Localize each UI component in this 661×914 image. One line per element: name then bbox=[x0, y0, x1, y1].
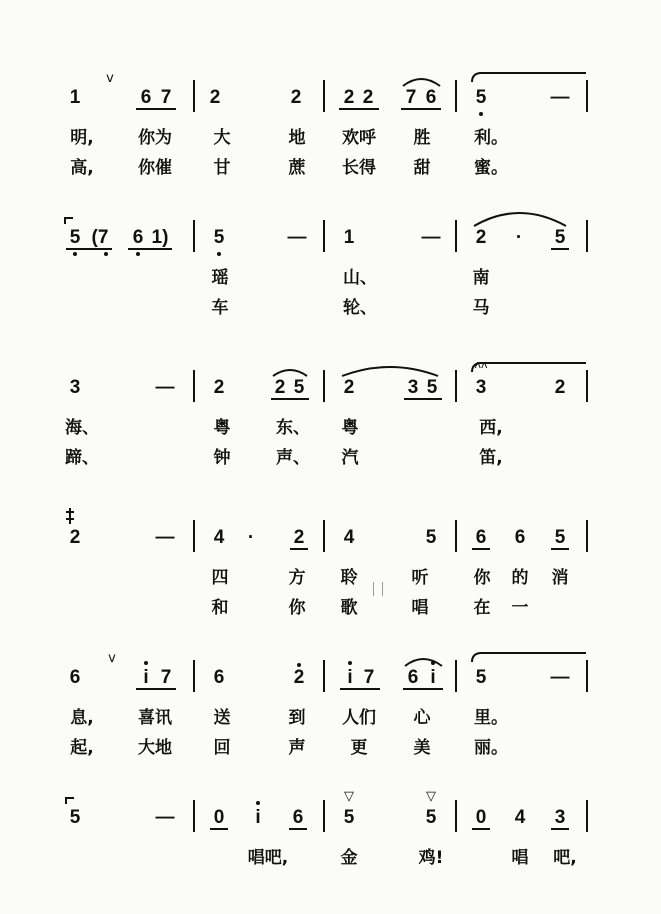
beam bbox=[551, 548, 569, 550]
lyric: 聆 bbox=[340, 568, 358, 588]
bar-line bbox=[193, 660, 195, 692]
note: 7 bbox=[363, 667, 375, 688]
lyric: 明, bbox=[70, 128, 94, 148]
lyric: 利。 bbox=[474, 128, 508, 148]
dot-marker: · bbox=[515, 227, 523, 248]
note: 6 bbox=[425, 87, 437, 108]
note: 2 bbox=[290, 87, 302, 108]
lyric: 唱 bbox=[511, 848, 529, 868]
dot-marker: · bbox=[247, 527, 255, 548]
lyric: 声 bbox=[288, 738, 306, 758]
lyric: 四 bbox=[211, 568, 229, 588]
note: 5 bbox=[425, 807, 437, 828]
lyric: 东、 bbox=[276, 418, 310, 438]
note: 2 bbox=[209, 87, 221, 108]
bar-line bbox=[586, 220, 588, 252]
bar-line bbox=[455, 520, 457, 552]
high-dot bbox=[144, 661, 148, 665]
bar-line bbox=[193, 800, 195, 832]
high-dot bbox=[297, 663, 301, 667]
note: 6 bbox=[132, 227, 144, 248]
breath-mark: v bbox=[106, 71, 114, 86]
lyric: 送 bbox=[213, 708, 231, 728]
lyric: 轮、 bbox=[343, 298, 377, 318]
bar-line bbox=[586, 520, 588, 552]
tie bbox=[472, 73, 586, 82]
lyric: 你为 bbox=[138, 128, 172, 148]
tie bbox=[472, 653, 586, 662]
note: 4 bbox=[213, 527, 225, 548]
beam bbox=[136, 108, 176, 110]
lyric: 汽 bbox=[341, 448, 359, 468]
note: i bbox=[255, 807, 261, 828]
note: 2 bbox=[343, 87, 355, 108]
bar-line bbox=[323, 800, 325, 832]
bar-line bbox=[193, 370, 195, 402]
lyric: 大 bbox=[213, 128, 231, 148]
bar-line bbox=[586, 800, 588, 832]
lyric: 你催 bbox=[138, 158, 172, 178]
lyric: 消 bbox=[551, 568, 569, 588]
note: 6 bbox=[407, 667, 419, 688]
lyric: 欢呼 bbox=[342, 128, 376, 148]
bar-line bbox=[586, 660, 588, 692]
dash: — bbox=[287, 227, 307, 248]
bar-line bbox=[323, 660, 325, 692]
print-artifact bbox=[373, 582, 383, 596]
note: 7 bbox=[405, 87, 417, 108]
beam bbox=[403, 688, 443, 690]
note: 3 bbox=[407, 377, 419, 398]
note: 1) bbox=[151, 227, 169, 248]
lyric: 蔗 bbox=[288, 158, 306, 178]
tie bbox=[65, 218, 73, 224]
lyric: 美 bbox=[413, 738, 431, 758]
lyric: 马 bbox=[472, 298, 490, 318]
lyric: 丽。 bbox=[474, 738, 508, 758]
low-dot bbox=[217, 252, 221, 256]
slur bbox=[403, 79, 440, 86]
note: 0 bbox=[475, 807, 487, 828]
note: 2 bbox=[69, 527, 81, 548]
lyric: 吧, bbox=[553, 848, 577, 868]
lyric: 地 bbox=[288, 128, 306, 148]
beam bbox=[66, 248, 112, 250]
slur bbox=[474, 213, 566, 226]
note: 0 bbox=[213, 807, 225, 828]
bar-line bbox=[193, 520, 195, 552]
note: i bbox=[430, 667, 436, 688]
dash: — bbox=[550, 667, 570, 688]
beam bbox=[404, 398, 442, 400]
note: 2 bbox=[293, 527, 305, 548]
note: 2 bbox=[475, 227, 487, 248]
lyric: 粤 bbox=[341, 418, 359, 438]
note: 6 bbox=[475, 527, 487, 548]
note: 2 bbox=[293, 667, 305, 688]
beam bbox=[472, 828, 490, 830]
note: 3 bbox=[554, 807, 566, 828]
lyric: 山、 bbox=[343, 268, 377, 288]
tie bbox=[66, 508, 74, 524]
slur bbox=[405, 659, 442, 666]
lyric: 方 bbox=[288, 568, 306, 588]
bar-line bbox=[455, 220, 457, 252]
lyric: 金 bbox=[340, 848, 358, 868]
low-dot bbox=[136, 252, 140, 256]
dash: — bbox=[550, 87, 570, 108]
note: 1 bbox=[343, 227, 355, 248]
lyric: 海、 bbox=[65, 418, 99, 438]
note: 7 bbox=[160, 667, 172, 688]
lyric: 笛, bbox=[479, 448, 503, 468]
lyric: 蜜。 bbox=[474, 158, 508, 178]
lyric: 起, bbox=[70, 738, 94, 758]
breath-mark: v bbox=[108, 651, 116, 666]
accent-mark: ▽ bbox=[426, 789, 436, 804]
note: 5 bbox=[69, 807, 81, 828]
slur bbox=[342, 367, 438, 376]
tie bbox=[472, 363, 586, 372]
note: 6 bbox=[140, 87, 152, 108]
low-dot bbox=[73, 252, 77, 256]
note: 3 bbox=[69, 377, 81, 398]
lyric: 一 bbox=[511, 598, 529, 618]
lyric: 声、 bbox=[276, 448, 310, 468]
note: 6 bbox=[292, 807, 304, 828]
slide-mark: ʌʌ bbox=[474, 358, 488, 371]
lyric: 钟 bbox=[213, 448, 231, 468]
lyric: 甘 bbox=[213, 158, 231, 178]
beam bbox=[472, 548, 490, 550]
bar-line bbox=[586, 80, 588, 112]
beam bbox=[210, 828, 228, 830]
note: 5 bbox=[426, 377, 438, 398]
lyric: 胜 bbox=[413, 128, 431, 148]
lyric: 你 bbox=[473, 568, 491, 588]
note: 5 bbox=[293, 377, 305, 398]
note: (7 bbox=[91, 227, 109, 248]
lyric: 大地 bbox=[138, 738, 172, 758]
lyric: 车 bbox=[211, 298, 229, 318]
note: 2 bbox=[554, 377, 566, 398]
beam bbox=[128, 248, 172, 250]
note: 5 bbox=[475, 667, 487, 688]
note: i bbox=[347, 667, 353, 688]
bar-line bbox=[193, 80, 195, 112]
bar-line bbox=[323, 220, 325, 252]
lyric: 更 bbox=[350, 738, 368, 758]
note: 2 bbox=[213, 377, 225, 398]
note: 5 bbox=[554, 527, 566, 548]
lyric: 在 bbox=[473, 598, 491, 618]
note: 6 bbox=[514, 527, 526, 548]
lyric: 你 bbox=[288, 598, 306, 618]
lyric: 息, bbox=[70, 708, 94, 728]
low-dot bbox=[479, 112, 483, 116]
note: 5 bbox=[554, 227, 566, 248]
lyric: 粤 bbox=[213, 418, 231, 438]
beam bbox=[401, 108, 441, 110]
beam bbox=[289, 828, 307, 830]
beam bbox=[551, 248, 569, 250]
high-dot bbox=[256, 801, 260, 805]
note: 5 bbox=[475, 87, 487, 108]
note: 5 bbox=[343, 807, 355, 828]
note: 6 bbox=[213, 667, 225, 688]
note: 2 bbox=[343, 377, 355, 398]
high-dot bbox=[431, 661, 435, 665]
bar-line bbox=[586, 370, 588, 402]
lyric: 喜讯 bbox=[138, 708, 172, 728]
note: 1 bbox=[69, 87, 81, 108]
note: 2 bbox=[362, 87, 374, 108]
note: 5 bbox=[213, 227, 225, 248]
lyric: 的 bbox=[511, 568, 529, 588]
high-dot bbox=[348, 661, 352, 665]
beam bbox=[551, 828, 569, 830]
beam bbox=[339, 108, 379, 110]
beam bbox=[340, 688, 380, 690]
note: 6 bbox=[69, 667, 81, 688]
lyric: 唱吧, bbox=[247, 848, 289, 868]
beam bbox=[136, 688, 176, 690]
lyric: 唱 bbox=[411, 598, 429, 618]
bar-line bbox=[455, 80, 457, 112]
lyric: 蹄、 bbox=[65, 448, 99, 468]
bar-line bbox=[323, 80, 325, 112]
bar-line bbox=[455, 370, 457, 402]
lyric: 和 bbox=[211, 598, 229, 618]
lyric: 长得 bbox=[342, 158, 376, 178]
lyric: 甜 bbox=[413, 158, 431, 178]
tie bbox=[66, 798, 74, 804]
note: 7 bbox=[160, 87, 172, 108]
bar-line bbox=[323, 520, 325, 552]
dash: — bbox=[155, 377, 175, 398]
lyric: 歌 bbox=[340, 598, 358, 618]
bar-line bbox=[193, 220, 195, 252]
note: 5 bbox=[69, 227, 81, 248]
lyric: 鸡! bbox=[418, 848, 444, 868]
lyric: 人们 bbox=[342, 708, 376, 728]
lyric: 南 bbox=[472, 268, 490, 288]
accent-mark: ▽ bbox=[344, 789, 354, 804]
note: 2 bbox=[274, 377, 286, 398]
note: 4 bbox=[514, 807, 526, 828]
low-dot bbox=[104, 252, 108, 256]
lyric: 回 bbox=[213, 738, 231, 758]
dash: — bbox=[155, 527, 175, 548]
note: 4 bbox=[343, 527, 355, 548]
lyric: 到 bbox=[288, 708, 306, 728]
lyric: 心 bbox=[413, 708, 431, 728]
note: 5 bbox=[425, 527, 437, 548]
bar-line bbox=[455, 800, 457, 832]
slur bbox=[273, 370, 307, 376]
bar-line bbox=[323, 370, 325, 402]
note: i bbox=[143, 667, 149, 688]
beam bbox=[271, 398, 309, 400]
lyric: 高, bbox=[70, 158, 94, 178]
note: 3 bbox=[475, 377, 487, 398]
lyric: 瑶 bbox=[211, 268, 229, 288]
dash: — bbox=[421, 227, 441, 248]
lyric: 西, bbox=[479, 418, 503, 438]
dash: — bbox=[155, 807, 175, 828]
lyric: 里。 bbox=[474, 708, 508, 728]
lyric: 听 bbox=[411, 568, 429, 588]
bar-line bbox=[455, 660, 457, 692]
beam bbox=[290, 548, 308, 550]
